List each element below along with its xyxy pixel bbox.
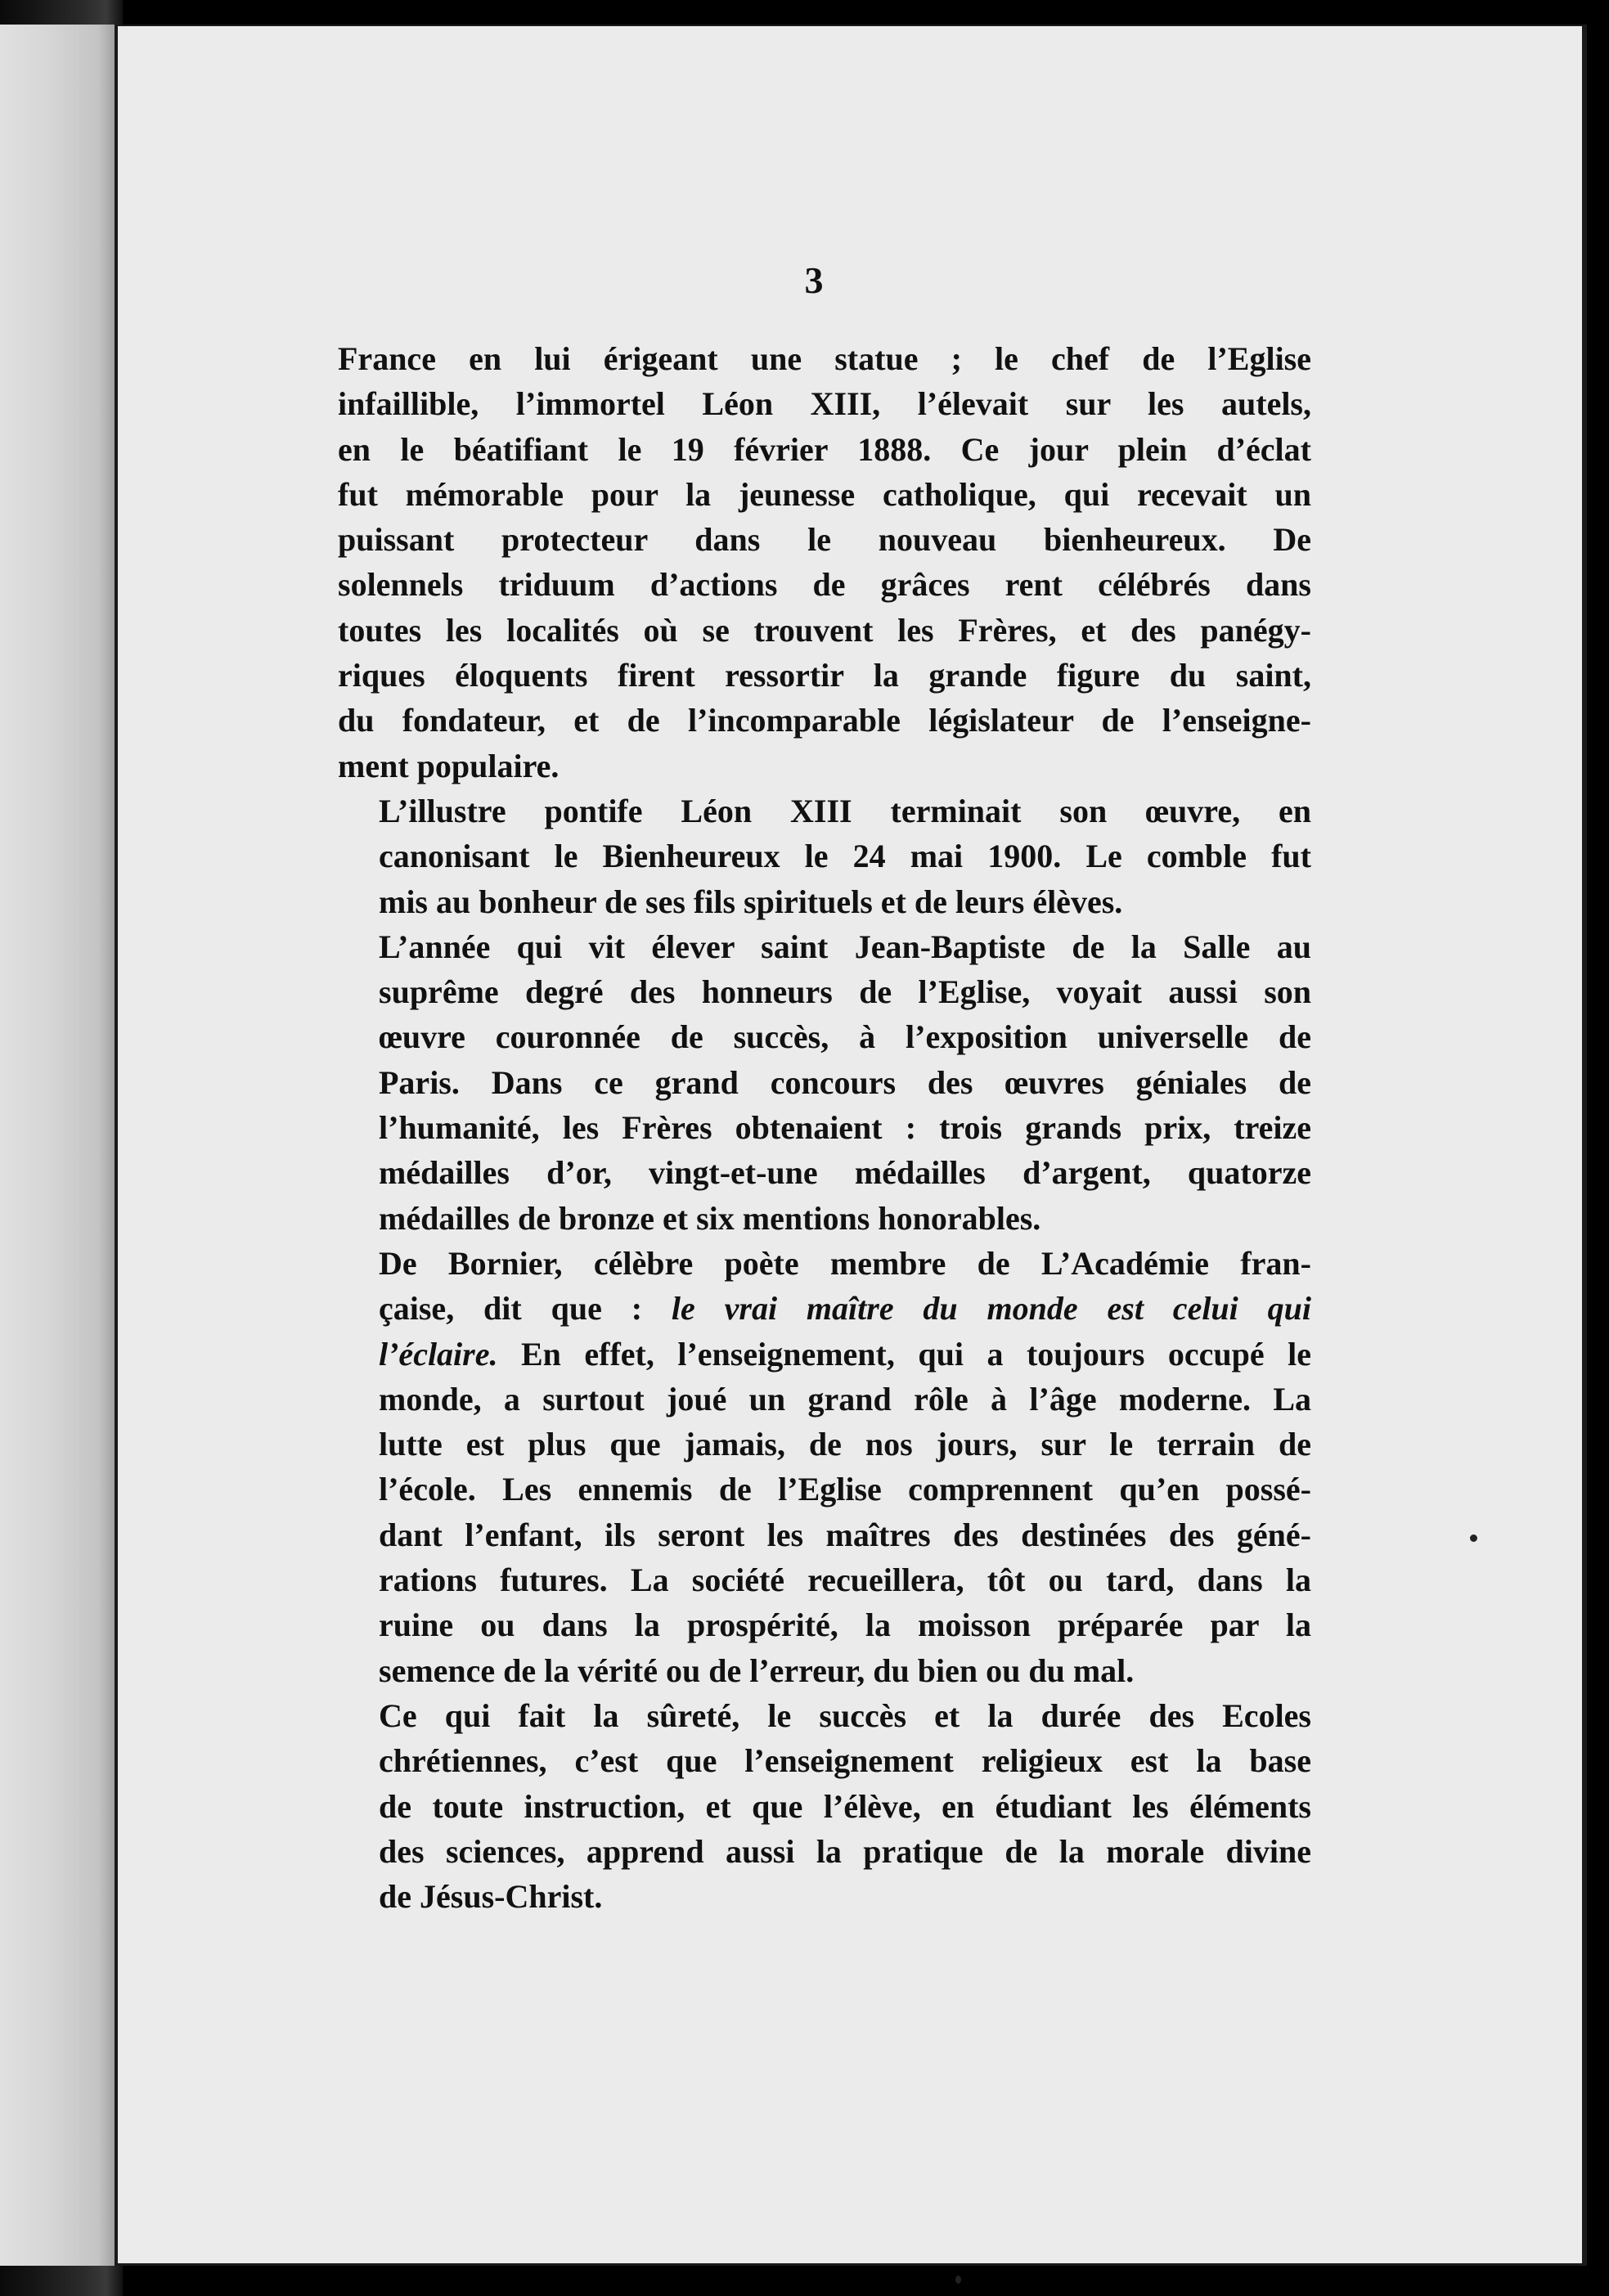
text-line: suprême degré des honneurs de l’Eglise, voyait aussi son <box>379 973 1311 1011</box>
scan-speck <box>955 2276 961 2284</box>
text-line: fut mémorable pour la jeunesse catholique, qui recevait un <box>338 475 1311 513</box>
page-number: 3 <box>804 259 824 301</box>
body-text <box>338 336 1311 1919</box>
text-line: œuvre couronnée de succès, à l’exposition universelle de <box>379 1018 1311 1056</box>
paragraph <box>338 789 1311 924</box>
text-line: de toute instruction, et que l’élève, en étudiant les éléments <box>379 1787 1311 1825</box>
text-line: ruine ou dans la prospérité, la moisson préparée par la <box>379 1606 1311 1644</box>
text-line: Ce qui fait la sûreté, le succès et la durée des Ecoles <box>379 1696 1311 1734</box>
text-line: du fondateur, et de l’incomparable législateur de l’enseigne- <box>338 702 1311 739</box>
text-line: médailles de bronze et six mentions honorables. <box>379 1199 1041 1237</box>
text-line: rations futures. La société recueillera, tôt ou tard, dans la <box>379 1561 1311 1599</box>
paragraph <box>338 1241 1311 1693</box>
text-line: ment populaire. <box>338 747 560 784</box>
text-line: France en lui érigeant une statue ; le chef de l’Eglise <box>338 340 1311 377</box>
paragraph <box>338 924 1311 1241</box>
text-line: puissant protecteur dans le nouveau bienheureux. De <box>338 521 1311 559</box>
text-line: de Jésus-Christ. <box>379 1878 603 1916</box>
text-line: semence de la vérité ou de l’erreur, du bien ou du mal. <box>379 1651 1135 1689</box>
text-line: solennels triduum d’actions de grâces rent célébrés dans <box>338 566 1311 604</box>
paragraph <box>338 336 1311 789</box>
text-line: des sciences, apprend aussi la pratique de la morale divine <box>379 1832 1311 1870</box>
text-line: infaillible, l’immortel Léon XIII, l’élevait sur les autels, <box>338 385 1311 423</box>
text-line: dant l’enfant, ils seront les maîtres des destinées des géné- <box>379 1516 1311 1553</box>
previous-page-edge <box>0 25 121 2266</box>
text-line: monde, a surtout joué un grand rôle à l’âge moderne. La <box>379 1380 1311 1418</box>
text-line: l’humanité, les Frères obtenaient : trois grands prix, treize <box>379 1109 1311 1147</box>
text-line: Paris. Dans ce grand concours des œuvres géniales de <box>379 1063 1311 1101</box>
text-line: canonisant le Bienheureux le 24 mai 1900. Le comble fut <box>379 838 1311 875</box>
text-line: riques éloquents firent ressortir la grande figure du saint, <box>338 657 1311 694</box>
text-line: mis au bonheur de ses fils spirituels et de leurs élèves. <box>379 883 1123 920</box>
text-line: l’école. Les ennemis de l’Eglise comprennent qu’en possé- <box>379 1471 1311 1508</box>
scan-speck <box>1470 1534 1477 1542</box>
text-line: lutte est plus que jamais, de nos jours, sur le terrain de <box>379 1426 1311 1463</box>
text-line: çaise, dit que : le vrai maître du monde est celui qui <box>379 1290 1312 1328</box>
text-line: L’année qui vit élever saint Jean-Baptiste de la Salle au <box>379 928 1311 965</box>
text-line: L’illustre pontife Léon XIII terminait son œuvre, en <box>379 792 1311 829</box>
text-line: toutes les localités où se trouvent les Frères, et des panégy- <box>338 611 1311 649</box>
text-line: l’éclaire. En effet, l’enseignement, qui a toujours occupé le <box>379 1335 1311 1373</box>
text-line: médailles d’or, vingt-et-une médailles d’argent, quatorze <box>379 1154 1311 1192</box>
paragraph <box>338 1693 1311 1919</box>
text-line: De Bornier, célèbre poète membre de L’Académie fran- <box>379 1244 1311 1282</box>
text-line: en le béatifiant le 19 février 1888. Ce jour plein d’éclat <box>338 430 1311 468</box>
text-line: chrétiennes, c’est que l’enseignement religieux est la base <box>379 1742 1311 1780</box>
